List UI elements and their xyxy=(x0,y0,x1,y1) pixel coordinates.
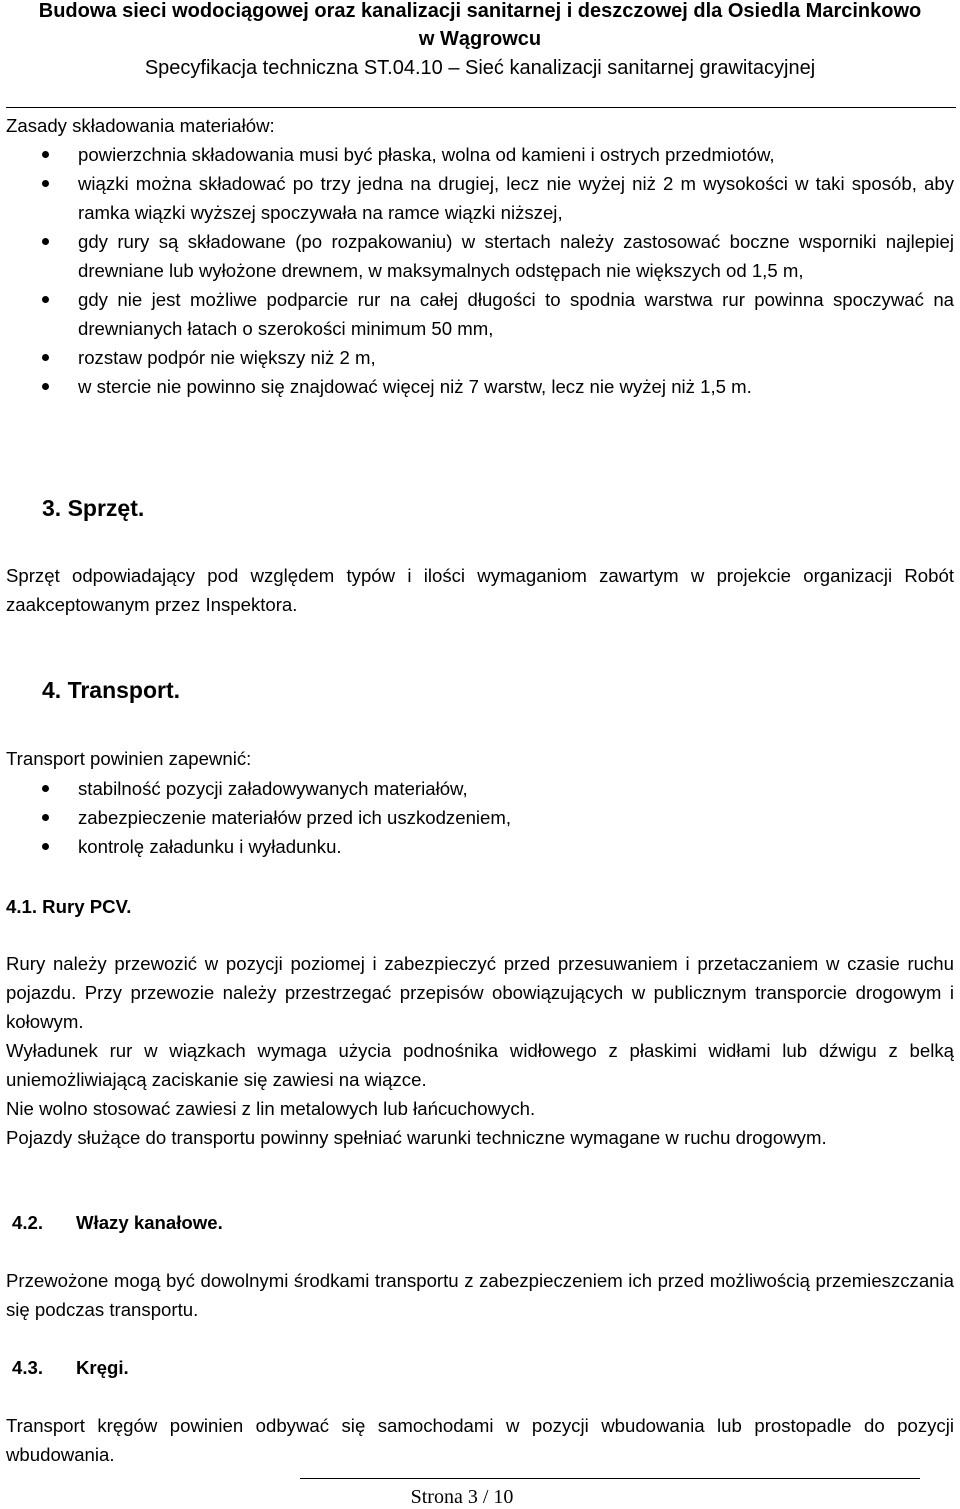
list-item: powierzchnia składowania musi być płaska, wolna od kamieni i ostrych przedmiotów, xyxy=(0,140,960,169)
section-4-3-text: Transport kręgów powinien odbywać się samochodami w pozycji wbudowania lub prostopadle do pozycji wbudowania. xyxy=(6,1415,954,1465)
bullet-icon xyxy=(42,180,49,187)
bullet-icon xyxy=(42,383,49,390)
list-item: gdy rury są składowane (po rozpakowaniu) w stertach należy zastosować boczne wsporniki najlepiej drewniane lub wyłożone drewnem, w maksymalnych odstępach nie większych od 1,5 m, xyxy=(0,227,960,285)
section-4-intro: Transport powinien zapewnić: xyxy=(6,748,252,769)
list-item: gdy nie jest możliwe podparcie rur na całej długości to spodnia warstwa rur powinna spoczywać na drewnianych łatach o szerokości minimum 50 mm, xyxy=(0,285,960,343)
list-item: w stercie nie powinno się znajdować więcej niż 7 warstw, lecz nie wyżej niż 1,5 m. xyxy=(0,372,960,401)
header-rule xyxy=(6,107,956,108)
list-item: rozstaw podpór nie większy niż 2 m, xyxy=(0,343,960,372)
section-4-1-heading: 4.1. Rury PCV. xyxy=(6,896,132,917)
bullet-icon xyxy=(42,785,49,792)
header-title-line-1: Budowa sieci wodociągowej oraz kanalizacji sanitarnej i deszczowej dla Osiedla Marcinkowo xyxy=(38,0,922,22)
list-item: kontrolę załadunku i wyładunku. xyxy=(0,832,960,861)
footer-rule xyxy=(300,1478,920,1479)
section-4-1-paragraph: Wyładunek rur w wiązkach wymaga użycia podnośnika widłowego z płaskimi widłami lub dźwigu z belką uniemożliwiającą zaciskanie się zawiesi na wiązce. xyxy=(6,1040,954,1090)
list-item: stabilność pozycji załadowywanych materiałów, xyxy=(0,774,960,803)
bullet-icon xyxy=(42,354,49,361)
section-4-2-text: Przewożone mogą być dowolnymi środkami transportu z zabezpieczeniem ich przed możliwością przemieszczania się podczas transportu. xyxy=(6,1270,954,1320)
section-3-text: Sprzęt odpowiadający pod względem typów i ilości wymaganiom zawartym w projekcie organizacji Robót zaakceptowanym przez Inspektora. xyxy=(6,565,954,615)
bullet-icon xyxy=(42,151,49,158)
section-4-3-title: Kręgi. xyxy=(76,1357,129,1378)
header-title-line-2: w Wągrowcu xyxy=(418,28,542,50)
list-item: wiązki można składować po trzy jedna na drugiej, lecz nie wyżej niż 2 m wysokości w taki sposób, aby ramka wiązki wyższej spoczywała na ramce wiązki niższej, xyxy=(0,169,960,227)
page-number: Strona 3 / 10 xyxy=(410,1486,514,1508)
bullet-icon xyxy=(42,238,49,245)
bullet-icon xyxy=(42,296,49,303)
section-4-3-number: 4.3. xyxy=(12,1357,44,1378)
section-4-1-paragraph: Pojazdy służące do transportu powinny spełniać warunki techniczne wymagane w ruchu drogowym. xyxy=(6,1127,827,1148)
storage-heading: Zasady składowania materiałów: xyxy=(6,115,275,136)
list-item: zabezpieczenie materiałów przed ich uszkodzeniem, xyxy=(0,803,960,832)
bullet-icon xyxy=(42,814,49,821)
storage-rules-list xyxy=(0,140,960,401)
section-4-2-title: Włazy kanałowe. xyxy=(76,1212,223,1233)
bullet-icon xyxy=(42,843,49,850)
section-3-heading: 3. Sprzęt. xyxy=(42,495,145,521)
section-4-2-number: 4.2. xyxy=(12,1212,44,1233)
transport-requirements-list xyxy=(0,774,960,861)
section-4-heading: 4. Transport. xyxy=(42,677,181,703)
section-4-1-paragraph: Rury należy przewozić w pozycji poziomej i zabezpieczyć przed przesuwaniem i przetaczaniem w czasie ruchu pojazdu. Przy przewozie należy przestrzegać przepisów obowiązujących w publicznym transporcie drogowym i kołowym. xyxy=(6,953,954,1032)
section-4-1-paragraph: Nie wolno stosować zawiesi z lin metalowych lub łańcuchowych. xyxy=(6,1098,536,1119)
header-spec-line: Specyfikacja techniczna ST.04.10 – Sieć kanalizacji sanitarnej grawitacyjnej xyxy=(144,57,816,79)
